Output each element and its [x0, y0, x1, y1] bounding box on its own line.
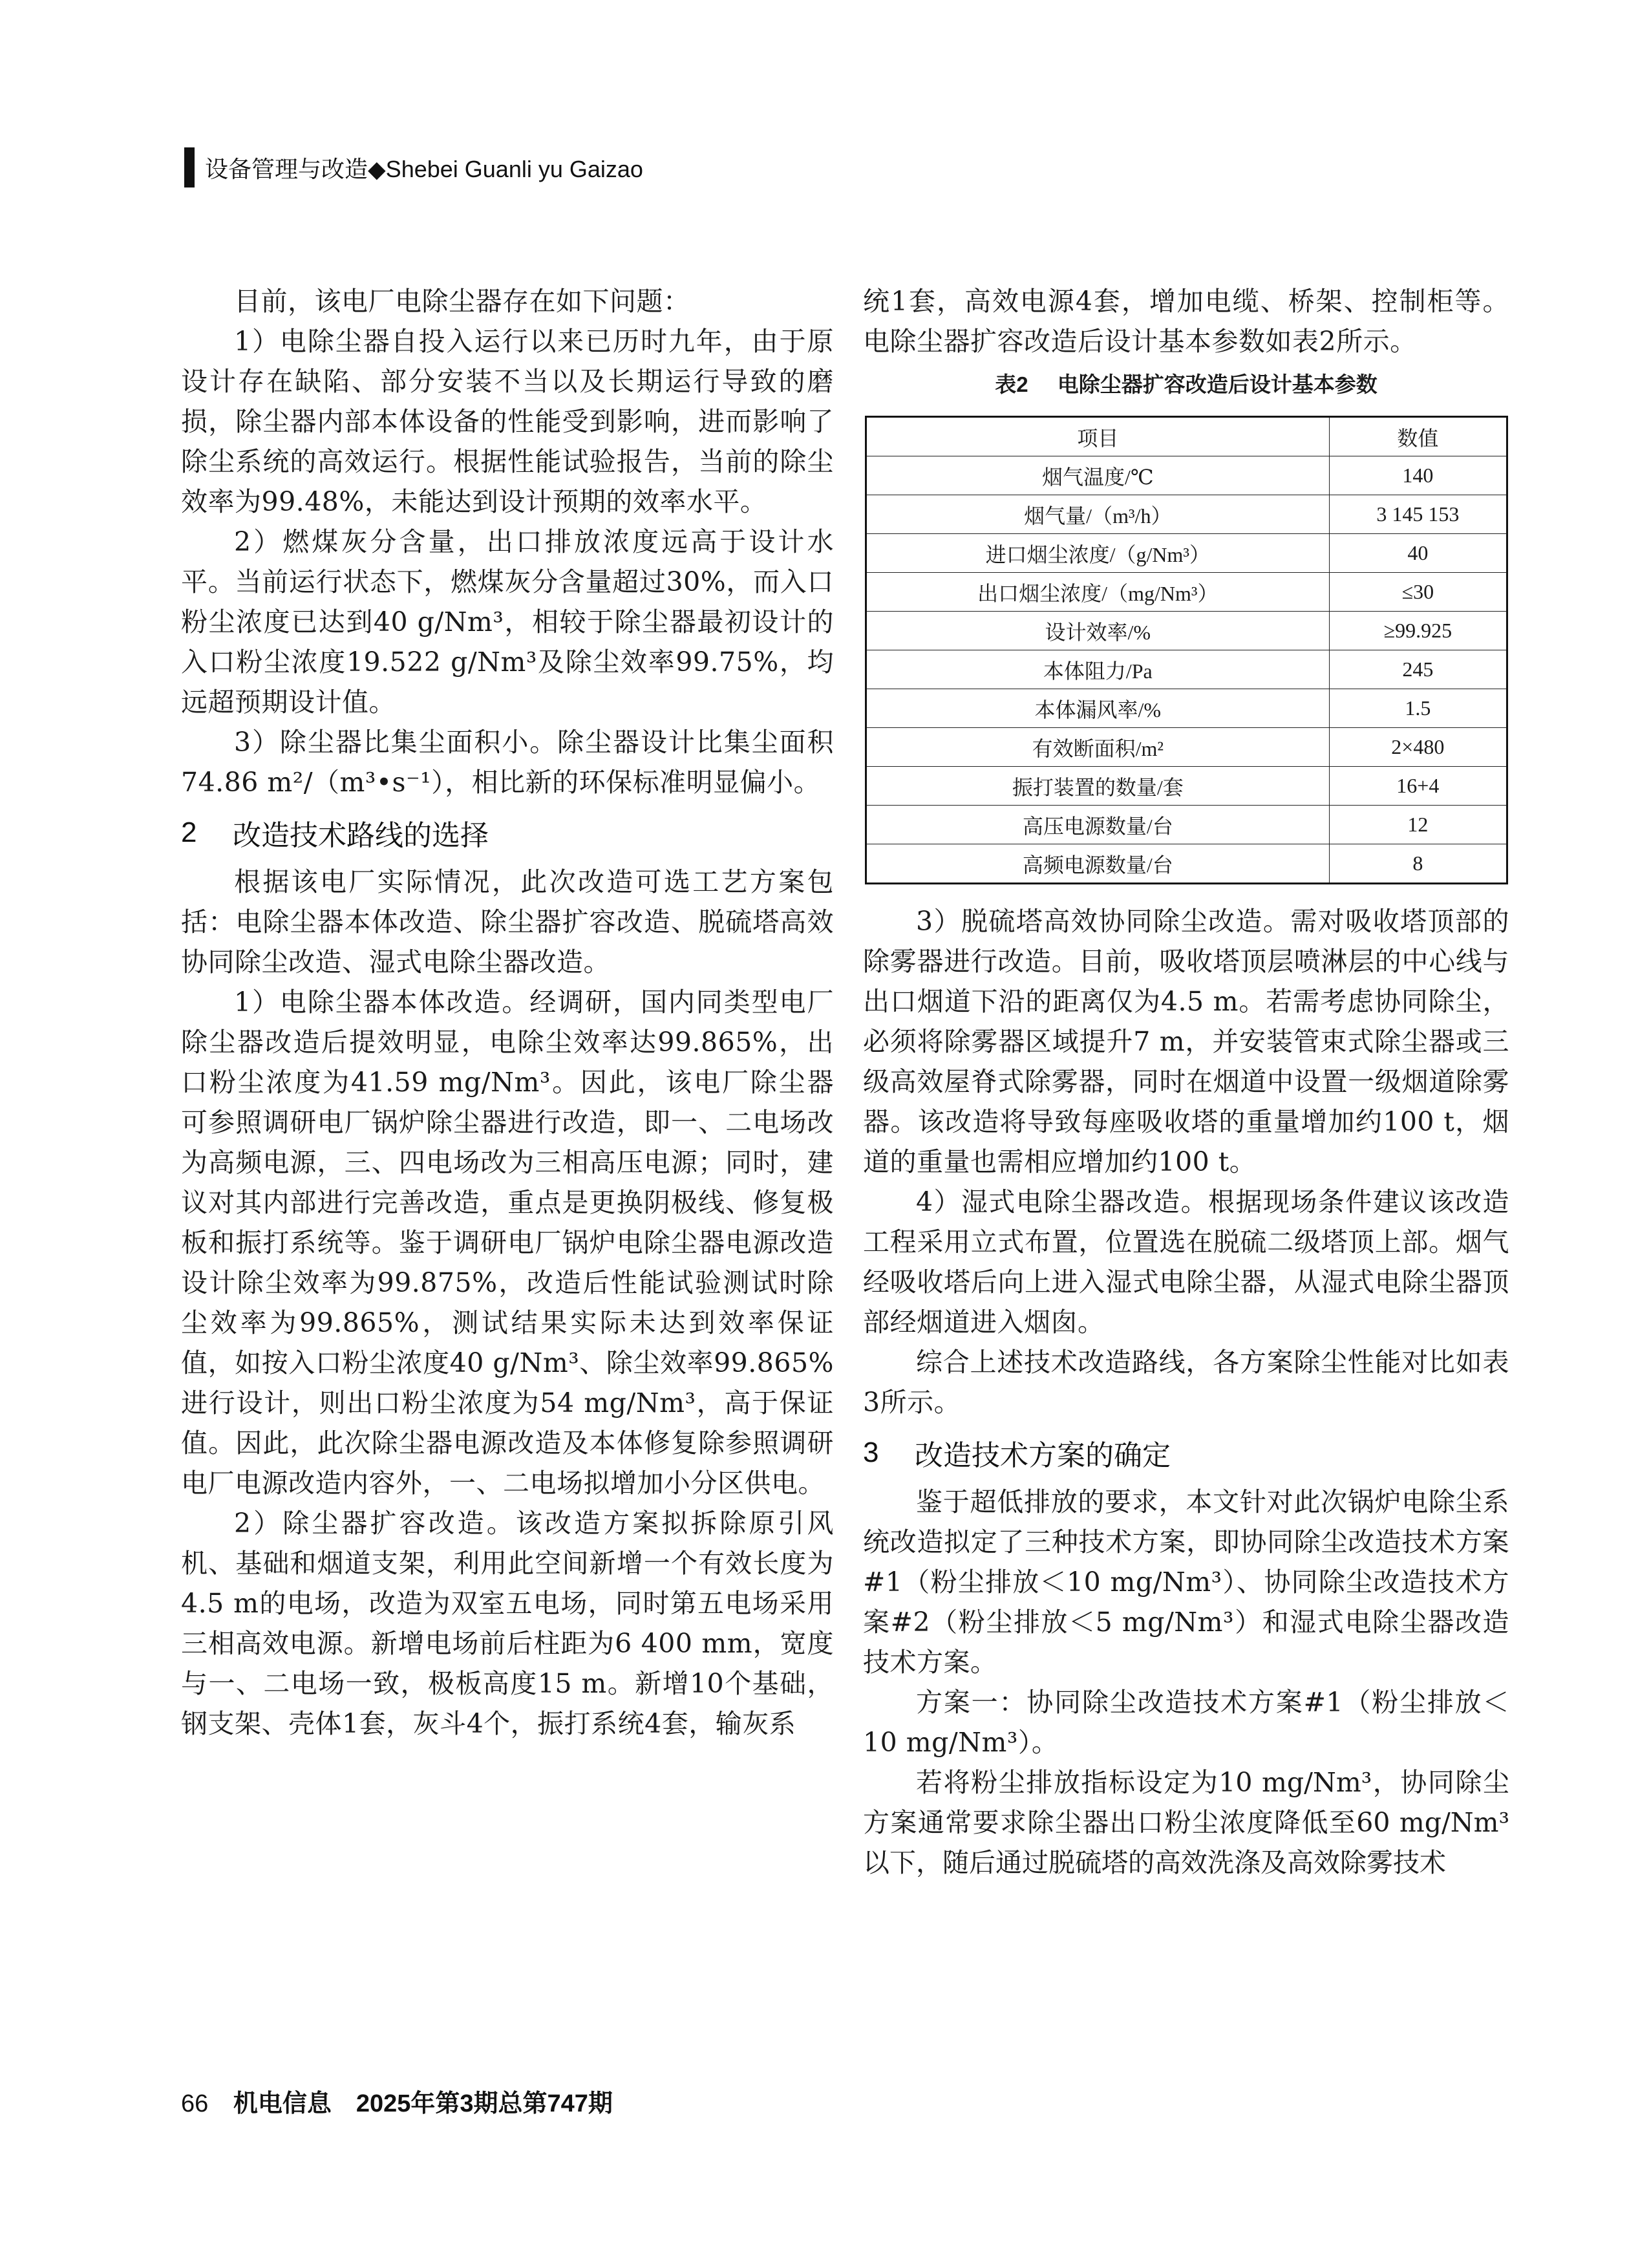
table-cell-item: 设计效率/% — [866, 612, 1330, 650]
table-row — [866, 495, 1507, 534]
table-title: 电除尘器扩容改造后设计基本参数 — [1057, 372, 1378, 396]
table-cell-item: 振打装置的数量/套 — [866, 767, 1330, 806]
table-cell-item: 高压电源数量/台 — [866, 806, 1330, 844]
section-number: 2 — [181, 817, 197, 848]
table-row — [866, 728, 1507, 767]
column-header-item: 项目 — [866, 417, 1330, 456]
paragraph: 3）除尘器比集尘面积小。除尘器设计比集尘面积74.86 m²/（m³•s⁻¹），相比新的环保标准明显偏小。 — [181, 727, 834, 798]
table-row — [866, 456, 1507, 495]
table-cell-value: ≥99.925 — [1329, 612, 1507, 650]
paragraph: 若将粉尘排放指标设定为10 mg/Nm³，协同除尘方案通常要求除尘器出口粉尘浓度降低至60 mg/Nm³以下，随后通过脱硫塔的高效洗涤及高效除雾技术 — [863, 1767, 1509, 1878]
table-row — [866, 534, 1507, 573]
running-header — [184, 147, 643, 187]
paragraph: 2）除尘器扩容改造。该改造方案拟拆除原引风机、基础和烟道支架，利用此空间新增一个有效长度为4.5 m的电场，改造为双室五电场，同时第五电场采用三相高效电源。新增电场前后柱距为6 400 mm，宽度与一、二电场一致，极板高度15 m。新增10个基础，钢支架、壳体1套，灰斗4个，振打系统4套，输灰系 — [181, 1508, 834, 1739]
paragraph: 方案一：协同除尘改造技术方案#1（粉尘排放＜10 mg/Nm³）。 — [863, 1687, 1509, 1758]
table-row — [866, 767, 1507, 806]
table-cell-item: 出口烟尘浓度/（mg/Nm³） — [866, 573, 1330, 612]
page-number: 66 — [181, 2090, 209, 2117]
table-row — [866, 689, 1507, 728]
header-title: 设备管理与改造◆Shebei Guanli yu Gaizao — [205, 155, 643, 182]
table-cell-value: 16+4 — [1329, 767, 1507, 806]
section-heading — [181, 810, 834, 855]
table-cell-item: 有效断面积/m² — [866, 728, 1330, 767]
section-number: 3 — [863, 1437, 879, 1468]
table-header-row — [866, 417, 1507, 456]
table-row — [866, 806, 1507, 844]
paragraph: 1）电除尘器自投入运行以来已历时九年，由于原设计存在缺陷、部分安装不当以及长期运行导致的磨损，除尘器内部本体设备的性能受到影响，进而影响了除尘系统的高效运行。根据性能试验报告，当前的除尘效率为99.48%，未能达到设计预期的效率水平。 — [181, 326, 834, 517]
table-cell-item: 烟气量/（m³/h） — [866, 495, 1330, 534]
table-row — [866, 573, 1507, 612]
paragraph: 3）脱硫塔高效协同除尘改造。需对吸收塔顶部的除雾器进行改造。目前，吸收塔顶层喷淋层的中心线与出口烟道下沿的距离仅为4.5 m。若需考虑协同除尘，必须将除雾器区域提升7 m，并安装管束式除尘器或三级高效屋脊式除雾器，同时在烟道中设置一级烟道除雾器。该改造将导致每座吸收塔的重量增加约100 t，烟道的重量也需相应增加约100 t。 — [863, 906, 1509, 1177]
table-cell-value: 245 — [1329, 650, 1507, 689]
section-heading — [863, 1430, 1509, 1475]
table-cell-value: 40 — [1329, 534, 1507, 573]
table-cell-item: 进口烟尘浓度/（g/Nm³） — [866, 534, 1330, 573]
parameter-table — [865, 416, 1508, 884]
paragraph: 鉴于超低排放的要求，本文针对此次锅炉电除尘系统改造拟定了三种技术方案，即协同除尘改造技术方案#1（粉尘排放＜10 mg/Nm³）、协同除尘改造技术方案#2（粉尘排放＜5 mg/Nm³）和湿式电除尘器改造技术方案。 — [863, 1486, 1509, 1678]
paragraph: 综合上述技术改造路线，各方案除尘性能对比如表3所示。 — [863, 1347, 1509, 1418]
table-cell-item: 烟气温度/℃ — [866, 456, 1330, 495]
table-cell-item: 本体漏风率/% — [866, 689, 1330, 728]
paragraph: 统1套，高效电源4套，增加电缆、桥架、控制柜等。电除尘器扩容改造后设计基本参数如表2所示。 — [863, 286, 1509, 357]
page-footer — [181, 2083, 613, 2119]
table-number: 表2 — [995, 372, 1028, 396]
paragraph: 目前，该电厂电除尘器存在如下问题： — [234, 286, 690, 317]
table-cell-value: 8 — [1329, 844, 1507, 884]
section-title: 改造技术方案的确定 — [915, 1440, 1171, 1471]
header-bar — [184, 147, 195, 187]
paragraph: 1）电除尘器本体改造。经调研，国内同类型电厂除尘器改造后提效明显，电除尘效率达99.865%，出口粉尘浓度为41.59 mg/Nm³。因此，该电厂除尘器可参照调研电厂锅炉除尘器进行改造，即一、二电场改为高频电源，三、四电场改为三相高压电源；同时，建议对其内部进行完善改造，重点是更换阴极线、修复极板和振打系统等。鉴于调研电厂锅炉电除尘器电源改造设计除尘效率为99.875%，改造后性能试验测试时除尘效率为99.865%，测试结果实际未达到效率保证值，如按入口粉尘浓度40 g/Nm³、除尘效率99.865%进行设计，则出口粉尘浓度为54 mg/Nm³，高于保证值。因此，此次除尘器电源改造及本体修复除参照调研电厂电源改造内容外，一、二电场拟增加小分区供电。 — [181, 987, 834, 1499]
table-cell-item: 本体阻力/Pa — [866, 650, 1330, 689]
table-row — [866, 650, 1507, 689]
table-cell-value: 1.5 — [1329, 689, 1507, 728]
section-title: 改造技术路线的选择 — [233, 820, 489, 851]
table-cell-value: 3 145 153 — [1329, 495, 1507, 534]
paragraph: 根据该电厂实际情况，此次改造可选工艺方案包括：电除尘器本体改造、除尘器扩容改造、脱硫塔高效协同除尘改造、湿式电除尘器改造。 — [181, 866, 834, 978]
journal-info: 机电信息 2025年第3期总第747期 — [233, 2090, 613, 2117]
table-cell-value: ≤30 — [1329, 573, 1507, 612]
left-column — [181, 281, 834, 1744]
table-cell-value: 2×480 — [1329, 728, 1507, 767]
column-header-value: 数值 — [1329, 417, 1507, 456]
table-cell-value: 140 — [1329, 456, 1507, 495]
table-cell-item: 高频电源数量/台 — [866, 844, 1330, 884]
paragraph: 4）湿式电除尘器改造。根据现场条件建议该改造工程采用立式布置，位置选在脱硫二级塔顶上部。烟气经吸收塔后向上进入湿式电除尘器，从湿式电除尘器顶部经烟道进入烟囱。 — [863, 1186, 1509, 1338]
paragraph: 2）燃煤灰分含量，出口排放浓度远高于设计水平。当前运行状态下，燃煤灰分含量超过30%，而入口粉尘浓度已达到40 g/Nm³，相较于除尘器最初设计的入口粉尘浓度19.522 g/Nm³及除尘效率99.75%，均远超预期设计值。 — [181, 526, 834, 718]
table-caption — [863, 364, 1509, 405]
right-column — [863, 281, 1509, 1883]
table-row — [866, 612, 1507, 650]
table-row — [866, 844, 1507, 884]
table-cell-value: 12 — [1329, 806, 1507, 844]
